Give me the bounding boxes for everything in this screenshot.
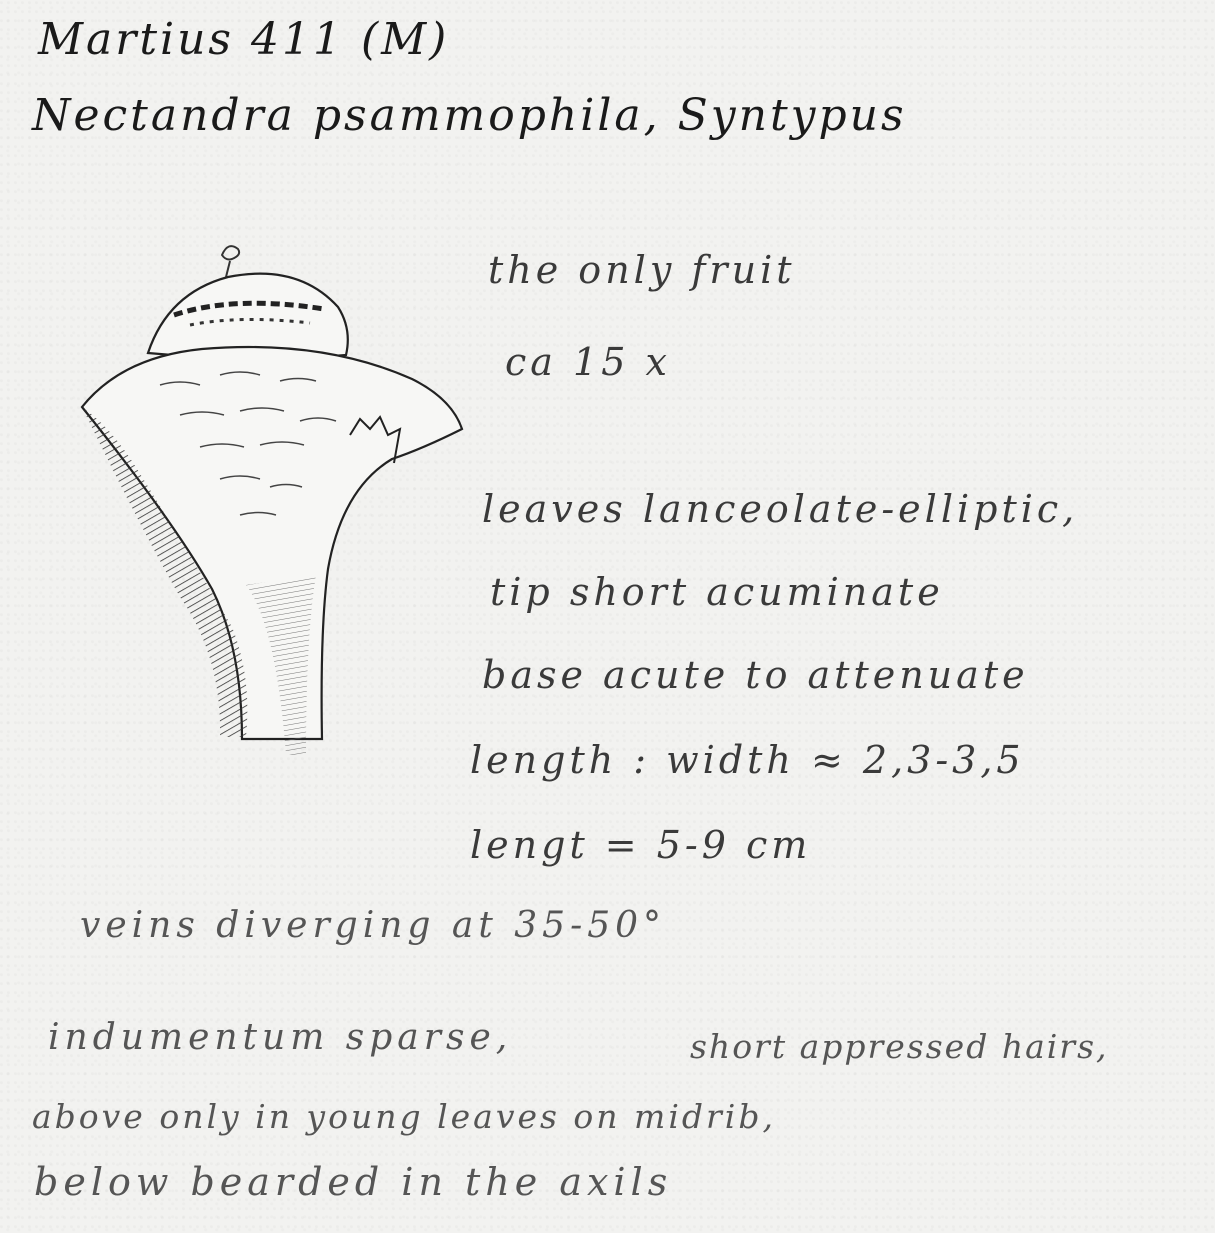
indumentum-note-3: above only in young leaves on midrib, xyxy=(32,1097,776,1136)
veins-note: veins diverging at 35-50° xyxy=(80,905,667,946)
indumentum-note-4: below bearded in the axils xyxy=(34,1160,673,1204)
fruit-note-line-1: the only fruit xyxy=(488,248,796,292)
indumentum-note-2: short appressed hairs, xyxy=(690,1027,1109,1066)
indumentum-note-1: indumentum sparse, xyxy=(48,1017,513,1058)
taxon-label: Nectandra psammophila, Syntypus xyxy=(32,90,907,141)
leaf-note-tip: tip short acuminate xyxy=(490,570,944,614)
leaf-note-base: base acute to attenuate xyxy=(482,653,1029,697)
fruit-sketch xyxy=(70,225,470,765)
leaf-note-length: lengt = 5-9 cm xyxy=(470,823,812,867)
fruit-note-line-2: ca 15 x xyxy=(505,340,671,384)
leaf-note-ratio: length : width ≈ 2,3-3,5 xyxy=(470,738,1025,782)
leaf-note-shape: leaves lanceolate-elliptic, xyxy=(482,487,1079,531)
collection-label: Martius 411 (M) xyxy=(38,14,450,65)
